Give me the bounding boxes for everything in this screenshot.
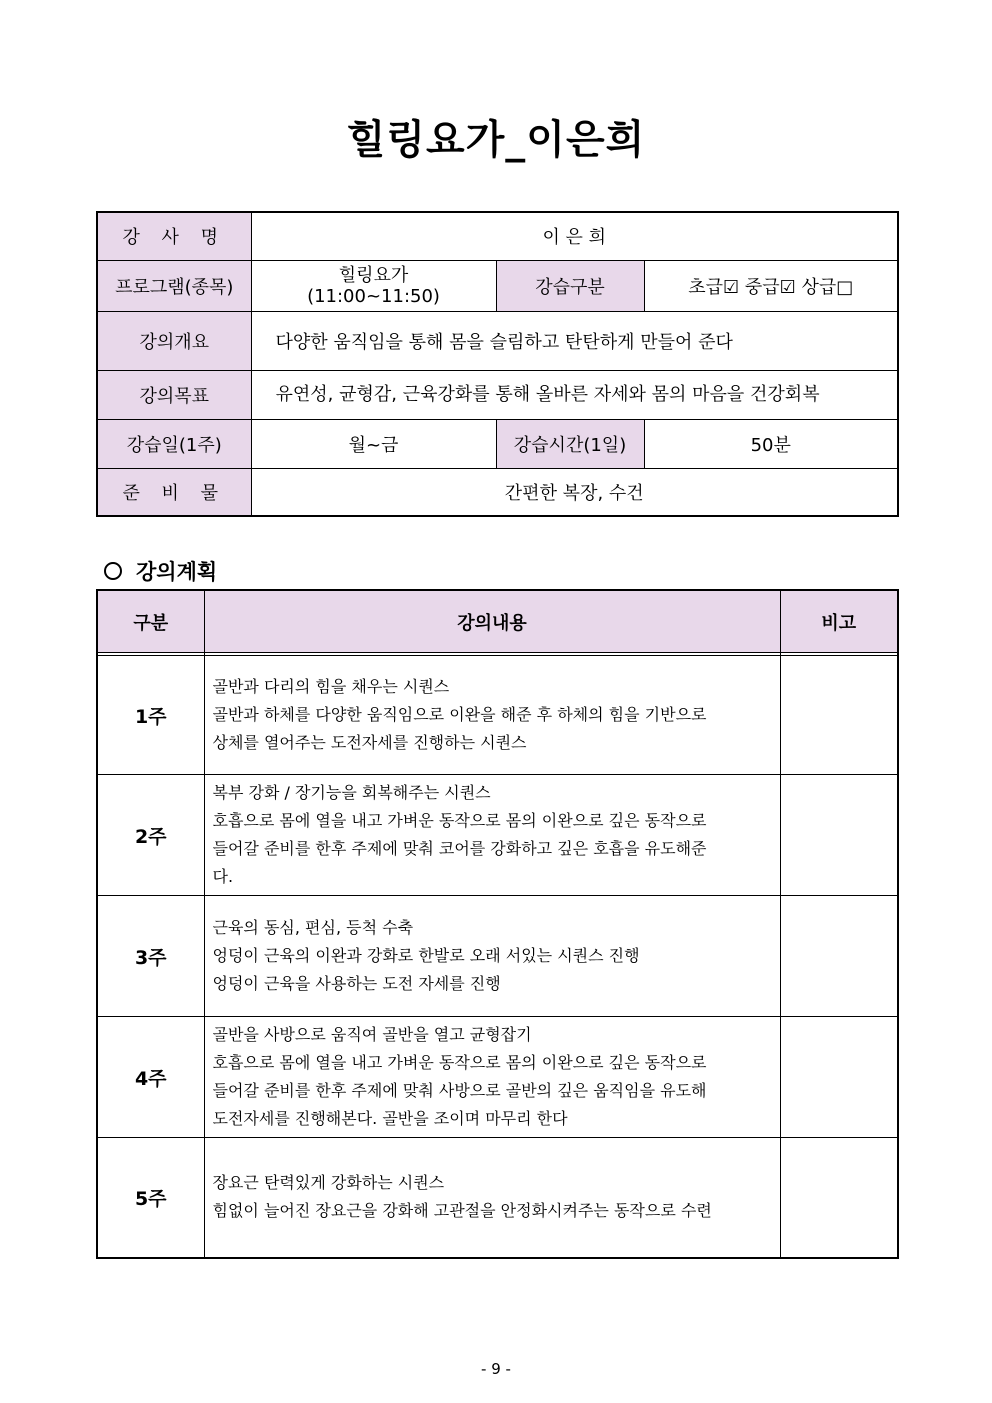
- level-options: 초급☑ 중급☑ 상급□: [644, 260, 898, 311]
- table-row: [97, 1138, 898, 1258]
- page-number: - 9 -: [481, 1360, 511, 1378]
- program-cell: [251, 260, 496, 311]
- week-content: [204, 896, 780, 1017]
- days-value: 월~금: [251, 419, 496, 468]
- overview-label: 강의개요: [97, 311, 251, 370]
- supplies-value: 간편한 복장, 수건: [251, 468, 898, 516]
- lecture-plan-table: [96, 589, 899, 1259]
- week-label: 2주: [97, 775, 204, 896]
- hours-value: 50분: [644, 419, 898, 468]
- content-line: 힘없이 늘어진 장요근을 강화해 고관절을 안정화시켜주는 동작으로 수련: [212, 1201, 712, 1221]
- overview-text: 다양한 움직임을 통해 몸을 슬림하고 탄탄하게 만들어 준다: [251, 311, 898, 370]
- content-line: 다.: [212, 867, 234, 886]
- program-name: 힐링요가: [338, 264, 409, 286]
- instructor-name: 이 은 희: [251, 212, 898, 260]
- page-title: 힐링요가_이은희: [346, 117, 646, 163]
- content-line: 장요근 탄력있게 강화하는 시퀀스: [212, 1173, 445, 1193]
- table-row: [97, 1017, 898, 1138]
- program-label: 프로그램(종목): [97, 260, 251, 311]
- section-heading: [104, 556, 217, 586]
- days-label: 강습일(1주): [97, 419, 251, 468]
- week-label: 4주: [97, 1017, 204, 1138]
- content-line: 들어갈 준비를 한후 주제에 맞춰 코어를 강화하고 깊은 호흡을 유도해준: [212, 839, 707, 858]
- header-note: 비고: [780, 590, 898, 653]
- program-info-table: [96, 211, 899, 517]
- week-content: [204, 656, 780, 775]
- note-cell: [780, 656, 898, 775]
- content-line: 호흡으로 몸에 열을 내고 가벼운 동작으로 몸의 이완으로 깊은 동작으로: [212, 1053, 707, 1072]
- note-cell: [780, 775, 898, 896]
- header-content: 강의내용: [204, 590, 780, 653]
- table-row: [97, 896, 898, 1017]
- content-line: 골반과 다리의 힘을 채우는 시퀀스: [212, 677, 450, 696]
- content-line: 엉덩이 근육의 이완과 강화로 한발로 오래 서있는 시퀀스 진행: [212, 946, 640, 965]
- content-line: 상체를 열어주는 도전자세를 진행하는 시퀀스: [212, 733, 527, 752]
- goal-label: 강의목표: [97, 370, 251, 419]
- content-line: 근육의 동심, 편심, 등척 수축: [212, 918, 414, 937]
- week-content: [204, 775, 780, 896]
- goal-text: 유연성, 균형감, 근육강화를 통해 올바른 자세와 몸의 마음을 건강회복: [251, 370, 898, 419]
- content-line: 복부 강화 / 장기능을 회복해주는 시퀀스: [212, 783, 491, 802]
- content-line: 골반과 하체를 다양한 움직임으로 이완을 해준 후 하체의 힘을 기반으로: [212, 705, 707, 724]
- content-line: 엉덩이 근육을 사용하는 도전 자세를 진행: [212, 974, 501, 993]
- note-cell: [780, 896, 898, 1017]
- note-cell: [780, 1017, 898, 1138]
- content-line: 골반을 사방으로 움직여 골반을 열고 균형잡기: [212, 1025, 532, 1044]
- table-row: [97, 656, 898, 775]
- table-row: [97, 775, 898, 896]
- content-line: 도전자세를 진행해본다. 골반을 조이며 마무리 한다: [212, 1109, 568, 1128]
- week-content: [204, 1138, 780, 1258]
- week-label: 3주: [97, 896, 204, 1017]
- instructor-label: 강 사 명: [97, 212, 251, 260]
- week-label: 1주: [97, 656, 204, 775]
- content-line: 들어갈 준비를 한후 주제에 맞춰 사방으로 골반의 깊은 움직임을 유도해: [212, 1081, 707, 1100]
- section-title: 강의계획: [136, 560, 218, 584]
- program-time: (11:00~11:50): [307, 285, 440, 307]
- hours-label: 강습시간(1일): [496, 419, 644, 468]
- week-label: 5주: [97, 1138, 204, 1258]
- week-content: [204, 1017, 780, 1138]
- header-category: 구분: [97, 590, 204, 653]
- circle-bullet-icon: [104, 562, 122, 580]
- content-line: 호흡으로 몸에 열을 내고 가벼운 동작으로 몸의 이완으로 깊은 동작으로: [212, 811, 707, 830]
- level-label: 강습구분: [496, 260, 644, 311]
- note-cell: [780, 1138, 898, 1258]
- supplies-label: 준 비 물: [97, 468, 251, 516]
